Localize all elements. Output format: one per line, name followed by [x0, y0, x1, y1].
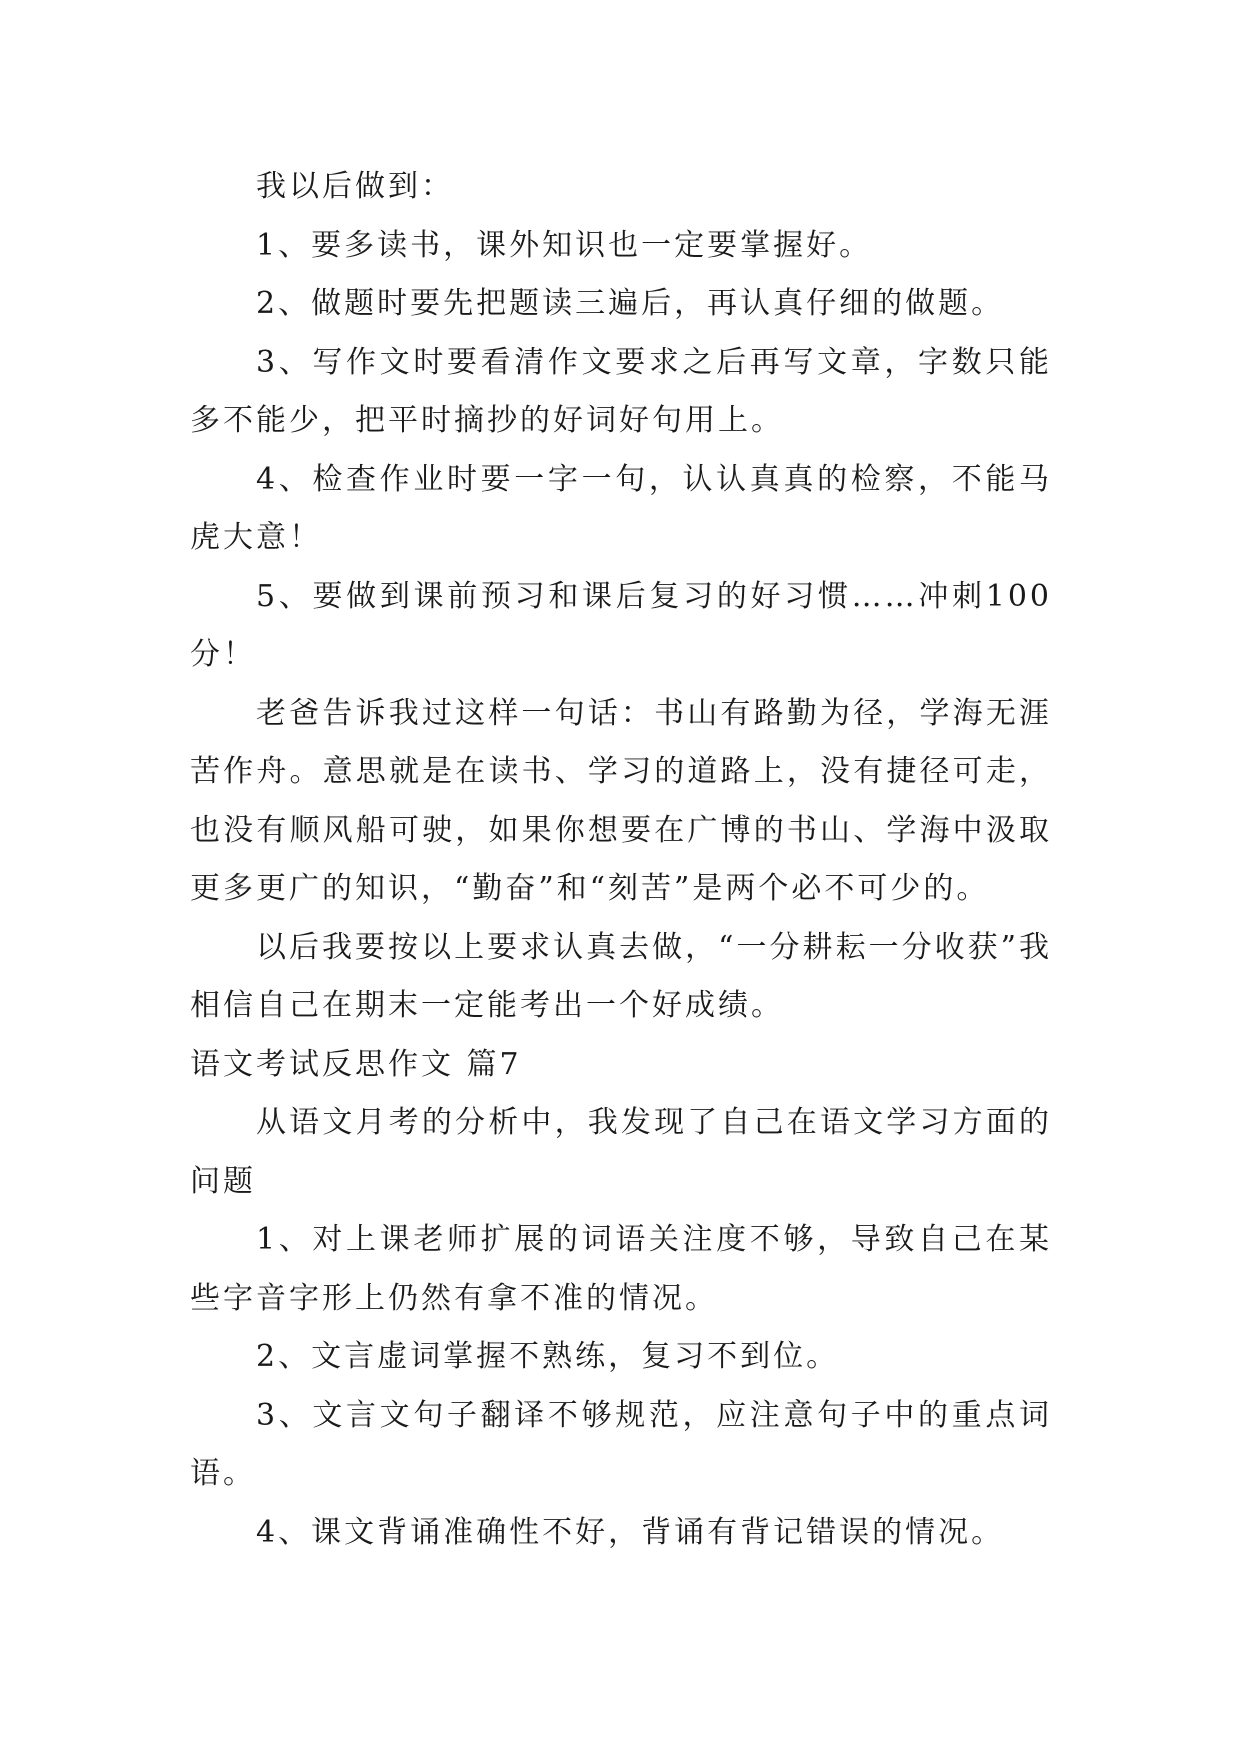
list-item: 4、课文背诵准确性不好，背诵有背记错误的情况。 [256, 1514, 1005, 1550]
document-body [190, 158, 1052, 1562]
list-item: 3、写作文时要看清作文要求之后再写文章，字数只能多不能少，把平时摘抄的好词好句用上。 [190, 344, 1052, 438]
list-item: 4、检查作业时要一字一句，认认真真的检察，不能马虎大意！ [190, 461, 1052, 555]
list-item: 3、文言文句子翻译不够规范，应注意句子中的重点词语。 [190, 1397, 1052, 1491]
list-item: 1、要多读书，课外知识也一定要掌握好。 [256, 227, 873, 263]
section-heading: 语文考试反思作文 篇7 [190, 1046, 522, 1082]
paragraph-intro: 我以后做到： [256, 169, 454, 204]
list-item: 1、对上课老师扩展的词语关注度不够，导致自己在某些字音字形上仍然有拿不准的情况。 [190, 1222, 1052, 1316]
paragraph: 从语文月考的分析中，我发现了自己在语文学习方面的问题 [190, 1105, 1052, 1199]
list-item: 2、文言虚词掌握不熟练，复习不到位。 [256, 1339, 840, 1374]
list-item: 2、做题时要先把题读三遍后，再认真仔细的做题。 [256, 286, 1005, 321]
paragraph: 老爸告诉我过这样一句话：书山有路勤为径，学海无涯苦作舟。意思就是在读书、学习的道路上，没有捷径可走，也没有顺风船可驶，如果你想要在广博的书山、学海中汲取更多更广的知识，“勤奋”和“刻苦”是两个必不可少的。 [190, 695, 1052, 906]
paragraph: 以后我要按以上要求认真去做，“一分耕耘一分收获”我相信自己在期末一定能考出一个好成绩。 [190, 929, 1052, 1023]
list-item: 5、要做到课前预习和课后复习的好习惯……冲刺100分！ [190, 578, 1052, 672]
